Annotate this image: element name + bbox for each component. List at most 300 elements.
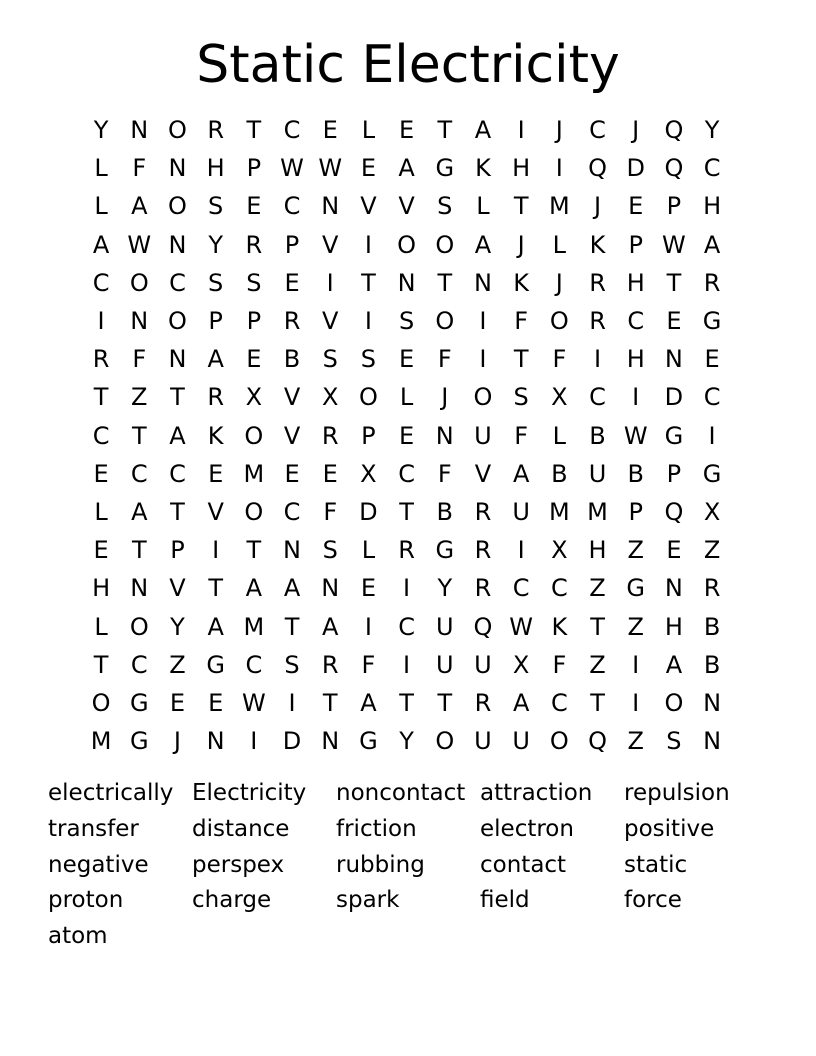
grid-cell[interactable]: R bbox=[474, 497, 492, 526]
grid-cell[interactable]: B bbox=[703, 650, 721, 679]
grid-cell[interactable]: C bbox=[245, 650, 263, 679]
grid-cell[interactable]: F bbox=[323, 497, 338, 526]
grid-cell[interactable]: C bbox=[283, 116, 301, 145]
grid-cell[interactable]: P bbox=[246, 154, 262, 183]
grid-cell[interactable]: C bbox=[589, 383, 606, 412]
grid-cell[interactable]: X bbox=[703, 497, 721, 526]
grid-cell[interactable]: B bbox=[283, 345, 301, 374]
grid-cell[interactable]: A bbox=[169, 421, 186, 450]
grid-cell[interactable]: I bbox=[517, 116, 525, 145]
grid-cell[interactable]: C bbox=[550, 574, 568, 603]
grid-cell[interactable]: A bbox=[245, 574, 263, 603]
grid-cell[interactable]: X bbox=[551, 536, 568, 565]
grid-cell[interactable]: R bbox=[474, 574, 492, 603]
grid-cell[interactable]: C bbox=[512, 574, 530, 603]
grid-cell[interactable]: U bbox=[512, 727, 530, 756]
grid-cell[interactable]: Y bbox=[399, 727, 414, 756]
grid-cell[interactable]: Y bbox=[704, 116, 720, 145]
grid-cell[interactable]: P bbox=[208, 307, 223, 336]
grid-cell[interactable]: H bbox=[512, 154, 531, 183]
grid-cell[interactable]: E bbox=[399, 345, 415, 374]
grid-cell[interactable]: N bbox=[168, 154, 187, 183]
grid-cell[interactable]: G bbox=[129, 688, 149, 717]
grid-cell[interactable]: P bbox=[628, 497, 643, 526]
grid-cell[interactable]: X bbox=[551, 383, 568, 412]
grid-cell[interactable]: D bbox=[359, 497, 378, 526]
grid-cell[interactable]: O bbox=[435, 230, 455, 259]
grid-cell[interactable]: C bbox=[398, 459, 415, 488]
grid-cell[interactable]: G bbox=[702, 459, 722, 488]
grid-cell[interactable]: O bbox=[129, 612, 149, 641]
grid-cell[interactable]: N bbox=[283, 536, 301, 565]
grid-cell[interactable]: W bbox=[241, 688, 266, 717]
grid-cell[interactable]: T bbox=[513, 192, 529, 221]
grid-cell[interactable]: E bbox=[704, 345, 720, 374]
grid-cell[interactable]: M bbox=[587, 497, 608, 526]
grid-cell[interactable]: J bbox=[173, 727, 181, 756]
word-list-item: proton bbox=[48, 887, 124, 914]
grid-cell[interactable]: P bbox=[628, 230, 643, 259]
word-list-item: electron bbox=[480, 815, 574, 842]
grid-cell[interactable]: N bbox=[321, 192, 340, 221]
grid-cell[interactable]: A bbox=[283, 574, 301, 603]
grid-cell[interactable]: T bbox=[437, 116, 453, 145]
grid-row bbox=[82, 149, 732, 187]
grid-cell[interactable]: X bbox=[245, 383, 263, 412]
grid-cell[interactable]: W bbox=[318, 154, 343, 183]
grid-cell[interactable]: U bbox=[512, 497, 530, 526]
grid-cell[interactable]: R bbox=[321, 650, 339, 679]
grid-cell[interactable]: M bbox=[548, 192, 570, 221]
grid-cell[interactable]: L bbox=[361, 536, 376, 565]
grid-row bbox=[82, 646, 732, 684]
grid-cell[interactable]: F bbox=[552, 345, 567, 374]
grid-cell[interactable]: F bbox=[514, 307, 529, 336]
grid-cell[interactable]: I bbox=[593, 345, 602, 374]
grid-cell[interactable]: S bbox=[246, 268, 262, 297]
grid-cell[interactable]: U bbox=[474, 650, 492, 679]
grid-cell[interactable]: L bbox=[399, 383, 414, 412]
grid-cell[interactable]: M bbox=[90, 727, 112, 756]
grid-cell[interactable]: S bbox=[513, 383, 529, 412]
grid-cell[interactable]: N bbox=[703, 688, 722, 717]
grid-cell[interactable]: V bbox=[474, 459, 492, 488]
grid-cell[interactable]: L bbox=[476, 192, 490, 221]
grid-cell[interactable]: M bbox=[243, 612, 265, 641]
grid-cell[interactable]: S bbox=[398, 307, 415, 336]
grid-cell[interactable]: T bbox=[131, 421, 147, 450]
grid-cell[interactable]: O bbox=[358, 383, 378, 412]
grid-cell[interactable]: E bbox=[628, 192, 644, 221]
grid-cell[interactable]: Z bbox=[703, 536, 721, 565]
grid-cell[interactable]: Z bbox=[627, 536, 644, 565]
grid-cell[interactable]: I bbox=[212, 536, 220, 565]
grid-cell[interactable]: S bbox=[360, 345, 377, 374]
grid-cell[interactable]: M bbox=[243, 459, 265, 488]
grid-cell[interactable]: J bbox=[555, 268, 563, 297]
grid-cell[interactable]: E bbox=[246, 192, 262, 221]
grid-cell[interactable]: R bbox=[207, 116, 224, 145]
grid-cell[interactable]: Y bbox=[170, 612, 185, 641]
grid-cell[interactable]: L bbox=[94, 612, 108, 641]
grid-cell[interactable]: R bbox=[589, 268, 606, 297]
grid-cell[interactable]: P bbox=[666, 192, 682, 221]
grid-cell[interactable]: Q bbox=[664, 154, 684, 183]
grid-cell[interactable]: T bbox=[361, 268, 376, 297]
grid-cell[interactable]: N bbox=[321, 727, 340, 756]
grid-cell[interactable]: L bbox=[552, 230, 567, 259]
grid-cell[interactable]: N bbox=[664, 574, 683, 603]
grid-cell[interactable]: T bbox=[513, 345, 529, 374]
grid-cell[interactable]: R bbox=[474, 536, 492, 565]
grid-cell[interactable]: E bbox=[246, 345, 262, 374]
grid-cell[interactable]: B bbox=[589, 421, 606, 450]
grid-cell[interactable]: A bbox=[398, 154, 415, 183]
grid-cell[interactable]: R bbox=[245, 230, 263, 259]
grid-cell[interactable]: C bbox=[550, 688, 568, 717]
grid-cell[interactable]: E bbox=[284, 459, 300, 488]
grid-cell[interactable]: A bbox=[207, 612, 224, 641]
grid-cell[interactable]: C bbox=[283, 192, 301, 221]
grid-cell[interactable]: U bbox=[474, 421, 492, 450]
grid-cell[interactable]: W bbox=[127, 230, 152, 259]
grid-cell[interactable]: R bbox=[398, 536, 415, 565]
grid-cell[interactable]: T bbox=[170, 497, 185, 526]
grid-cell[interactable]: I bbox=[479, 307, 487, 336]
grid-cell[interactable]: P bbox=[361, 421, 376, 450]
grid-cell[interactable]: V bbox=[360, 192, 377, 221]
grid-cell[interactable]: Q bbox=[664, 497, 684, 526]
grid-cell[interactable]: N bbox=[703, 727, 722, 756]
grid-cell[interactable]: S bbox=[437, 192, 453, 221]
grid-cell[interactable]: K bbox=[475, 154, 491, 183]
grid-cell[interactable]: N bbox=[435, 421, 454, 450]
grid-cell[interactable]: N bbox=[206, 727, 225, 756]
grid-cell[interactable]: O bbox=[435, 727, 455, 756]
grid-cell[interactable]: N bbox=[130, 116, 149, 145]
grid-row bbox=[82, 378, 732, 416]
grid-cell[interactable]: I bbox=[632, 383, 640, 412]
grid-cell[interactable]: E bbox=[93, 459, 109, 488]
grid-cell[interactable]: Q bbox=[473, 612, 493, 641]
grid-cell[interactable]: Y bbox=[93, 116, 109, 145]
grid-cell[interactable]: I bbox=[555, 154, 563, 183]
grid-cell[interactable]: C bbox=[627, 307, 645, 336]
grid-cell[interactable]: A bbox=[512, 688, 530, 717]
grid-cell[interactable]: C bbox=[589, 116, 606, 145]
grid-cell[interactable]: R bbox=[321, 421, 339, 450]
grid-cell[interactable]: R bbox=[283, 307, 301, 336]
grid-cell[interactable]: F bbox=[361, 650, 376, 679]
grid-cell[interactable]: V bbox=[169, 574, 186, 603]
grid-cell[interactable]: I bbox=[364, 230, 372, 259]
grid-cell[interactable]: I bbox=[708, 421, 716, 450]
grid-cell[interactable]: C bbox=[92, 421, 110, 450]
grid-cell[interactable]: A bbox=[131, 192, 148, 221]
grid-cell[interactable]: A bbox=[360, 688, 377, 717]
grid-cell[interactable]: V bbox=[322, 307, 339, 336]
grid-cell[interactable]: E bbox=[169, 688, 186, 717]
grid-cell[interactable]: Z bbox=[627, 612, 644, 641]
grid-cell[interactable]: C bbox=[92, 268, 110, 297]
grid-cell[interactable]: S bbox=[666, 727, 682, 756]
grid-cell[interactable]: F bbox=[132, 345, 147, 374]
grid-cell[interactable]: K bbox=[551, 612, 568, 641]
grid-cell[interactable]: J bbox=[593, 192, 602, 221]
grid-cell[interactable]: L bbox=[552, 421, 567, 450]
grid-cell[interactable]: T bbox=[437, 268, 453, 297]
grid-cell[interactable]: W bbox=[662, 230, 686, 259]
grid-cell[interactable]: I bbox=[250, 727, 258, 756]
grid-cell[interactable]: E bbox=[666, 536, 682, 565]
grid-cell[interactable]: N bbox=[321, 574, 340, 603]
grid-cell[interactable]: Y bbox=[437, 574, 453, 603]
grid-cell[interactable]: U bbox=[474, 727, 492, 756]
grid-cell[interactable]: O bbox=[91, 688, 111, 717]
grid-cell[interactable]: A bbox=[665, 650, 683, 679]
grid-cell[interactable]: B bbox=[627, 459, 644, 488]
grid-cell[interactable]: E bbox=[360, 154, 376, 183]
grid-cell[interactable]: E bbox=[399, 421, 415, 450]
grid-cell[interactable]: H bbox=[703, 192, 722, 221]
grid-cell[interactable]: F bbox=[514, 421, 529, 450]
grid-cell[interactable]: J bbox=[632, 116, 640, 145]
grid-cell[interactable]: S bbox=[322, 536, 338, 565]
grid-cell[interactable]: T bbox=[284, 612, 300, 641]
grid-cell[interactable]: N bbox=[130, 574, 149, 603]
grid-cell[interactable]: I bbox=[364, 307, 372, 336]
word-list-item: charge bbox=[192, 887, 272, 914]
grid-cell[interactable]: V bbox=[398, 192, 415, 221]
grid-cell[interactable]: T bbox=[590, 612, 605, 641]
grid-cell[interactable]: F bbox=[132, 154, 147, 183]
grid-cell[interactable]: A bbox=[207, 345, 224, 374]
grid-cell[interactable]: V bbox=[283, 383, 301, 412]
grid-cell[interactable]: Z bbox=[589, 574, 606, 603]
grid-cell[interactable]: U bbox=[588, 459, 607, 488]
grid-cell[interactable]: L bbox=[94, 154, 108, 183]
word-list-item: field bbox=[480, 887, 530, 914]
grid-cell[interactable]: C bbox=[703, 154, 721, 183]
grid-cell[interactable]: K bbox=[513, 268, 530, 297]
grid-cell[interactable]: O bbox=[168, 116, 187, 145]
grid-cell[interactable]: H bbox=[588, 536, 607, 565]
grid-cell[interactable]: I bbox=[97, 307, 105, 336]
grid-cell[interactable]: R bbox=[207, 383, 224, 412]
grid-cell[interactable]: X bbox=[512, 650, 530, 679]
grid-cell[interactable]: T bbox=[170, 383, 185, 412]
grid-cell[interactable]: O bbox=[244, 421, 264, 450]
grid-cell[interactable]: E bbox=[360, 574, 376, 603]
grid-cell[interactable]: T bbox=[666, 268, 682, 297]
grid-cell[interactable]: O bbox=[168, 307, 187, 336]
grid-cell[interactable]: R bbox=[589, 307, 606, 336]
grid-cell[interactable]: U bbox=[435, 650, 454, 679]
grid-cell[interactable]: A bbox=[474, 116, 492, 145]
grid-cell[interactable]: G bbox=[626, 574, 646, 603]
grid-cell[interactable]: I bbox=[479, 345, 487, 374]
grid-cell[interactable]: A bbox=[131, 497, 148, 526]
grid-cell[interactable]: I bbox=[632, 688, 640, 717]
grid-cell[interactable]: E bbox=[666, 307, 682, 336]
grid-cell[interactable]: G bbox=[664, 421, 684, 450]
grid-cell[interactable]: G bbox=[206, 650, 225, 679]
grid-cell[interactable]: C bbox=[130, 459, 148, 488]
grid-cell[interactable]: A bbox=[474, 230, 492, 259]
grid-cell[interactable]: Z bbox=[169, 650, 186, 679]
grid-cell[interactable]: W bbox=[280, 154, 304, 183]
grid-cell[interactable]: C bbox=[169, 268, 186, 297]
grid-cell[interactable]: R bbox=[474, 688, 492, 717]
grid-cell[interactable]: T bbox=[93, 650, 109, 679]
grid-cell[interactable]: E bbox=[93, 536, 109, 565]
grid-cell[interactable]: J bbox=[517, 230, 525, 259]
grid-cell[interactable]: X bbox=[321, 383, 339, 412]
grid-cell[interactable]: O bbox=[664, 688, 684, 717]
grid-cell[interactable]: H bbox=[664, 612, 683, 641]
grid-cell[interactable]: E bbox=[399, 116, 415, 145]
grid-cell[interactable]: C bbox=[130, 650, 148, 679]
grid-cell[interactable]: L bbox=[94, 192, 108, 221]
grid-cell[interactable]: R bbox=[703, 268, 721, 297]
grid-cell[interactable]: J bbox=[555, 116, 563, 145]
grid-cell[interactable]: S bbox=[284, 650, 300, 679]
grid-cell[interactable]: M bbox=[548, 497, 570, 526]
word-list-item: rubbing bbox=[336, 851, 425, 878]
grid-cell[interactable]: C bbox=[283, 497, 301, 526]
grid-cell[interactable]: E bbox=[208, 688, 224, 717]
grid-cell[interactable]: T bbox=[399, 497, 414, 526]
grid-cell[interactable]: P bbox=[284, 230, 300, 259]
grid-cell[interactable]: A bbox=[512, 459, 530, 488]
grid-cell[interactable]: I bbox=[288, 688, 296, 717]
grid-cell[interactable]: B bbox=[703, 612, 721, 641]
grid-cell[interactable]: O bbox=[473, 383, 493, 412]
grid-cell[interactable]: K bbox=[589, 230, 606, 259]
grid-cell[interactable]: N bbox=[168, 230, 187, 259]
grid-cell[interactable]: I bbox=[364, 612, 372, 641]
grid-cell[interactable]: E bbox=[322, 116, 338, 145]
grid-cell[interactable]: S bbox=[322, 345, 338, 374]
grid-cell[interactable]: T bbox=[437, 688, 453, 717]
grid-cell[interactable]: R bbox=[92, 345, 110, 374]
grid-cell[interactable]: O bbox=[397, 230, 417, 259]
grid-cell[interactable]: T bbox=[208, 574, 223, 603]
grid-cell[interactable]: I bbox=[403, 650, 411, 679]
grid-cell[interactable]: N bbox=[168, 345, 187, 374]
grid-cell[interactable]: R bbox=[703, 574, 721, 603]
grid-cell[interactable]: W bbox=[509, 612, 534, 641]
grid-cell[interactable]: L bbox=[94, 497, 108, 526]
grid-cell[interactable]: U bbox=[435, 612, 454, 641]
grid-cell[interactable]: O bbox=[129, 268, 149, 297]
grid-cell[interactable]: L bbox=[361, 116, 376, 145]
grid-cell[interactable]: P bbox=[170, 536, 185, 565]
grid-cell[interactable]: G bbox=[435, 154, 455, 183]
grid-cell[interactable]: I bbox=[632, 650, 640, 679]
grid-cell[interactable]: C bbox=[169, 459, 186, 488]
grid-cell[interactable]: N bbox=[473, 268, 492, 297]
grid-cell[interactable]: T bbox=[322, 688, 338, 717]
grid-cell[interactable]: A bbox=[92, 230, 110, 259]
grid-cell[interactable]: E bbox=[284, 268, 300, 297]
grid-cell[interactable]: F bbox=[552, 650, 567, 679]
word-list-item: spark bbox=[336, 887, 400, 914]
grid-cell[interactable]: P bbox=[246, 307, 262, 336]
grid-cell[interactable]: Q bbox=[588, 154, 607, 183]
grid-cell[interactable]: N bbox=[397, 268, 416, 297]
grid-cell[interactable]: T bbox=[590, 688, 605, 717]
letter-grid bbox=[82, 111, 732, 760]
grid-cell[interactable]: T bbox=[246, 116, 262, 145]
grid-cell[interactable]: B bbox=[551, 459, 568, 488]
grid-cell[interactable]: D bbox=[626, 154, 645, 183]
grid-cell[interactable]: O bbox=[168, 192, 187, 221]
grid-cell[interactable]: O bbox=[549, 307, 569, 336]
grid-cell[interactable]: T bbox=[93, 383, 109, 412]
grid-cell[interactable]: C bbox=[703, 383, 721, 412]
grid-cell[interactable]: X bbox=[360, 459, 377, 488]
grid-cell[interactable]: T bbox=[399, 688, 414, 717]
grid-cell[interactable]: H bbox=[92, 574, 111, 603]
grid-cell[interactable]: S bbox=[208, 268, 224, 297]
grid-cell[interactable]: O bbox=[244, 497, 264, 526]
grid-cell[interactable]: K bbox=[207, 421, 224, 450]
grid-cell[interactable]: W bbox=[623, 421, 648, 450]
grid-cell[interactable]: Z bbox=[627, 727, 644, 756]
grid-cell[interactable]: Q bbox=[664, 116, 684, 145]
grid-cell[interactable]: V bbox=[322, 230, 339, 259]
grid-cell[interactable]: D bbox=[664, 383, 684, 412]
grid-cell[interactable]: E bbox=[208, 459, 224, 488]
grid-cell[interactable]: E bbox=[322, 459, 338, 488]
grid-cell[interactable]: H bbox=[626, 345, 645, 374]
grid-cell[interactable]: N bbox=[664, 345, 683, 374]
grid-cell[interactable]: I bbox=[403, 574, 411, 603]
grid-cell[interactable]: O bbox=[549, 727, 569, 756]
grid-cell[interactable]: D bbox=[282, 727, 302, 756]
grid-cell[interactable]: A bbox=[322, 612, 339, 641]
grid-cell[interactable]: Z bbox=[131, 383, 148, 412]
grid-cell[interactable]: O bbox=[435, 307, 455, 336]
grid-row bbox=[82, 722, 732, 760]
grid-cell[interactable]: Q bbox=[588, 727, 607, 756]
grid-cell[interactable]: F bbox=[437, 459, 452, 488]
grid-cell[interactable]: I bbox=[326, 268, 334, 297]
grid-cell[interactable]: F bbox=[437, 345, 452, 374]
grid-cell[interactable]: V bbox=[207, 497, 224, 526]
grid-cell[interactable]: G bbox=[129, 727, 149, 756]
grid-cell[interactable]: V bbox=[283, 421, 301, 450]
grid-cell[interactable]: H bbox=[626, 268, 645, 297]
grid-cell[interactable]: A bbox=[703, 230, 721, 259]
grid-cell[interactable]: Z bbox=[589, 650, 606, 679]
grid-cell[interactable]: J bbox=[441, 383, 449, 412]
grid-cell[interactable]: P bbox=[666, 459, 682, 488]
grid-cell[interactable]: G bbox=[359, 727, 378, 756]
grid-cell[interactable]: G bbox=[702, 307, 722, 336]
grid-cell[interactable]: T bbox=[246, 536, 262, 565]
grid-cell[interactable]: G bbox=[435, 536, 455, 565]
grid-cell[interactable]: C bbox=[398, 612, 415, 641]
grid-cell[interactable]: Y bbox=[208, 230, 223, 259]
grid-cell[interactable]: I bbox=[517, 536, 525, 565]
grid-cell[interactable]: S bbox=[208, 192, 224, 221]
grid-cell[interactable]: T bbox=[131, 536, 147, 565]
grid-cell[interactable]: H bbox=[206, 154, 225, 183]
grid-cell[interactable]: B bbox=[436, 497, 454, 526]
grid-cell[interactable]: N bbox=[130, 307, 149, 336]
